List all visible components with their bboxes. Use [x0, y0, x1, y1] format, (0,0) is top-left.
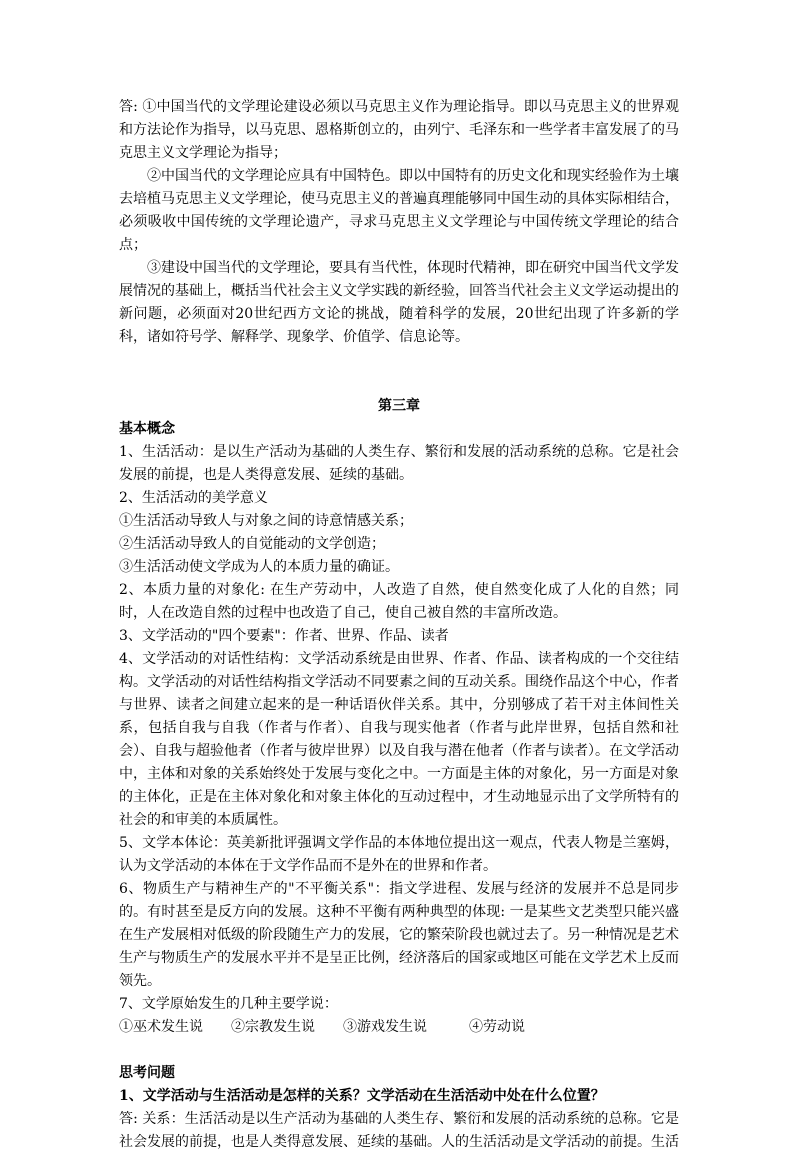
page-content [119, 96, 679, 1154]
concept-item: 4、文学活动的对话性结构：文学活动系统是由世界、作者、作品、读者构成的一个交往结构。文学活动的对话性结构指文学活动不同要素之间的互动关系。围绕作品这个中心，作者与世界、读者之间建立起来的是一种话语伙伴关系。其中，分别够成了若干对主体间性关系，包括自我与自我（作者与作者）、自我与现实他者（作者与此岸世界，包括自然和社会）、自我与超验他者（作者与彼岸世界）以及自我与潜在他者（作者与读者）。在文学活动中，主体和对象的关系始终处于发展与变化之中。一方面是主体的对象化，另一方面是对象的主体化，正是在主体对象化和对象主体化的互动过程中，才生动地显示出了文学所特有的社会的和审美的本质属性。 [119, 651, 679, 828]
answer-paragraph-3: ③建设中国当代的文学理论，要具有当代性，体现时代精神，即在研究中国当代文学发展情况的基础上，概括当代社会主义文学实践的新经验，回答当代社会主义文学运动提出的新问题，必须面对20世纪西方文论的挑战，随着科学的发展，20世纪出现了许多新的学科，诸如符号学、解释学、现象学、价值学、信息论等。 [119, 260, 679, 345]
spacer [119, 1039, 679, 1062]
concept-item: ①生活活动导致人与对象之间的诗意情感关系； [119, 513, 413, 529]
concept-item: 1、生活活动：是以生产活动为基础的人类生存、繁衍和发展的活动系统的总称。它是社会发展的前提，也是人类得意发展、延续的基础。 [119, 444, 679, 483]
answer-paragraph-1: 答: ①中国当代的文学理论建设必须以马克思主义作为理论指导。即以马克思主义的世界观和方法论作为指导，以马克思、恩格斯创立的，由列宁、毛泽东和一些学者丰富发展了的马克思主义文学理论为指导； [119, 99, 679, 161]
concept-item: ②生活活动导致人的自觉能动的文学创造； [119, 536, 385, 552]
theory-item: ④劳动说 [469, 1019, 525, 1035]
answer-paragraph-2: ②中国当代的文学理论应具有中国特色。即以中国特有的历史文化和现实经验作为土壤去培植马克思主义文学理论，使马克思主义的普遍真理能够同中国生动的具体实际相结合，必须吸收中国传统的文学理论遗产，寻求马克思主义文学理论与中国传统文学理论的结合点； [119, 168, 679, 253]
answer-1: 答: 关系：生活活动是以生产活动为基础的人类生存、繁衍和发展的活动系统的总称。它是社会发展的前提，也是人类得意发展、延续的基础。人的生活活动是文学活动的前提。生活 [119, 1111, 679, 1150]
concept-item: 5、文学本体论：英美新批评强调文学作品的本体地位提出这一观点，代表人物是兰塞姆，认为文学活动的本体在于文学作品而不是外在的世界和作者。 [119, 835, 679, 874]
concept-item: 2、本质力量的对象化: 在生产劳动中，人改造了自然，使自然变化成了人化的自然；同时，人在改造自然的过程中也改造了自己，使自己被自然的丰富所改造。 [119, 582, 679, 621]
concept-item: 7、文学原始发生的几种主要学说： [119, 996, 338, 1012]
concepts-heading: 基本概念 [119, 421, 175, 437]
questions-heading: 思考问题 [119, 1065, 175, 1081]
theory-item: ②宗教发生说 [231, 1019, 315, 1035]
question-1: 1、文学活动与生活活动是怎样的关系？文学活动在生活活动中处在什么位置？ [119, 1088, 605, 1104]
concept-item: 3、文学活动的"四个要素"：作者、世界、作品、读者 [119, 628, 449, 644]
concept-item: 6、物质生产与精神生产的"不平衡关系"：指文学进程、发展与经济的发展并不总是同步的。有时甚至是反方向的发展。这种不平衡有两种典型的体现: 一是某些文艺类型只能兴盛在生产发展相对低级的阶段随生产力的发展，它的繁荣阶段也就过去了。另一种情况是艺术生产与物质生产的发展水平并不是呈正比例，经济落后的国家或地区可能在文学艺术上反而领先。 [119, 881, 679, 989]
concept-item: ③生活活动使文学成为人的本质力量的确证。 [119, 559, 399, 575]
theory-item: ③游戏发生说 [343, 1019, 427, 1035]
spacer [119, 349, 679, 372]
theory-item: ①巫术发生说 [119, 1019, 203, 1035]
chapter-title: 第三章 [378, 398, 420, 414]
concept-item: 2、生活活动的美学意义 [119, 490, 268, 506]
origin-theories-row [119, 1016, 679, 1039]
